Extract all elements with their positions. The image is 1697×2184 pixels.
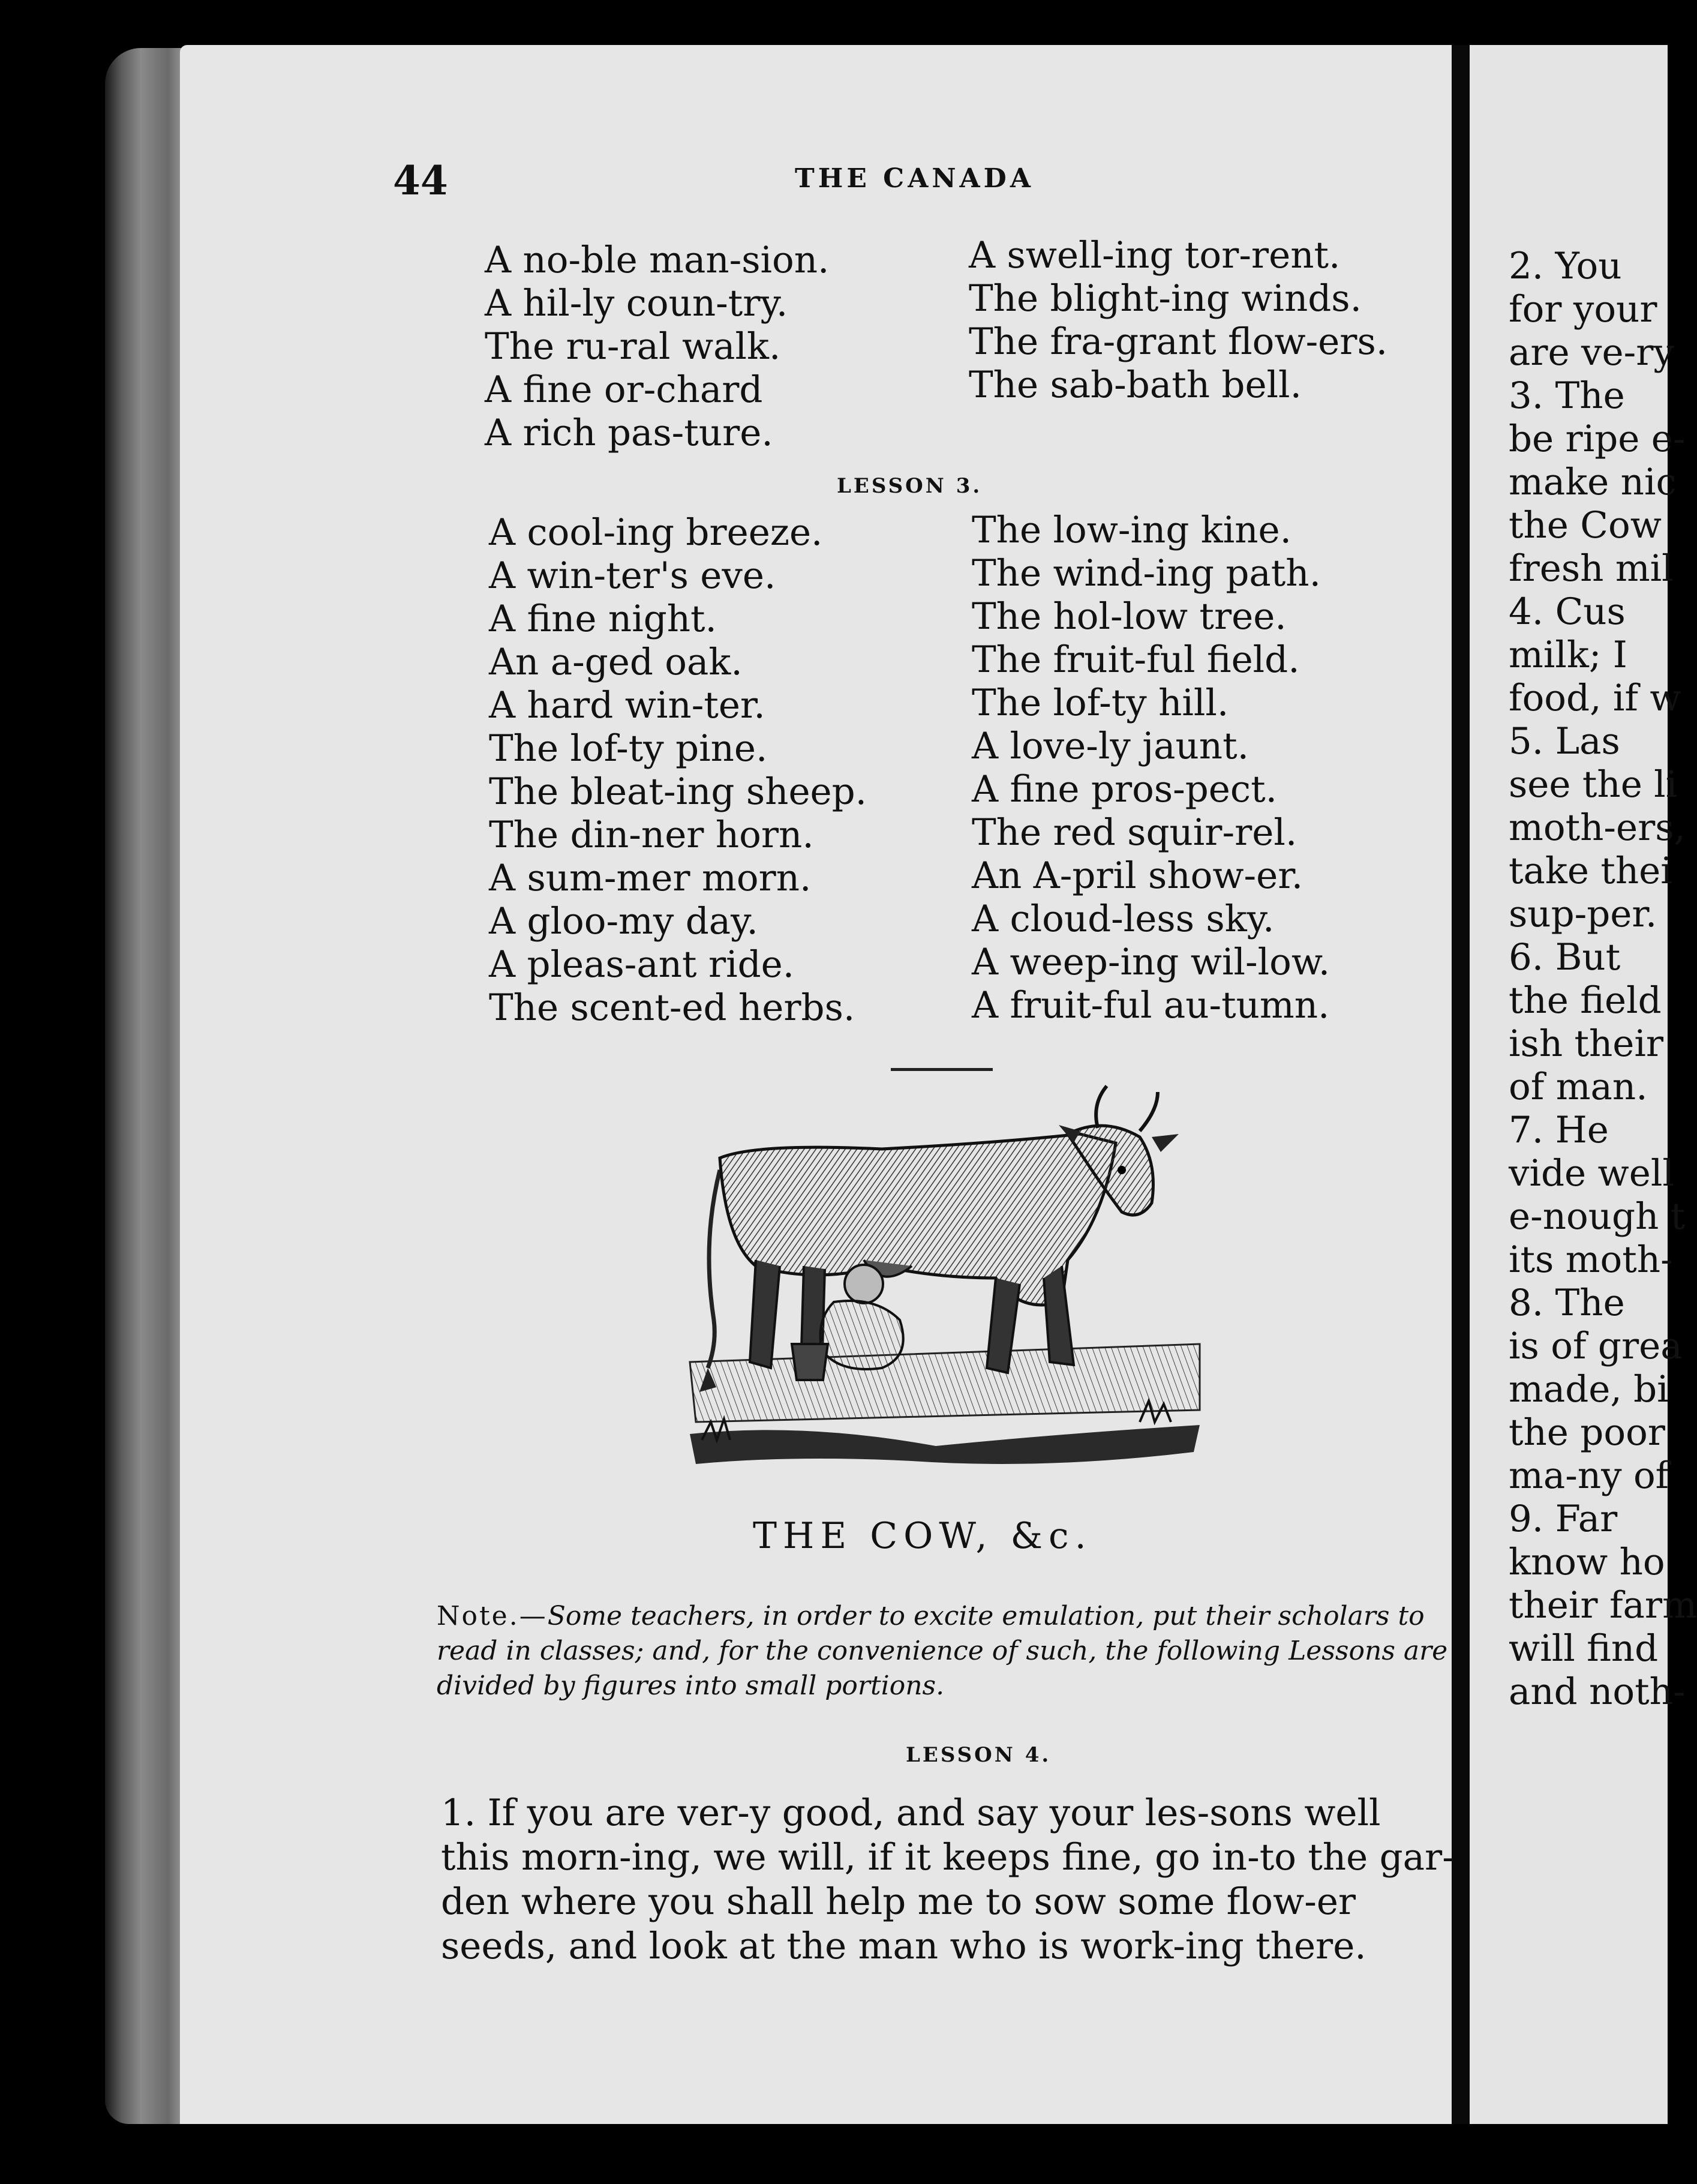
list-item: A hard win-ter.	[489, 684, 765, 727]
list-item: take thei	[1509, 850, 1672, 892]
list-item: A fine night.	[489, 598, 717, 640]
list-item: for your	[1509, 288, 1657, 331]
list-item: 4. Cus	[1509, 590, 1626, 633]
list-item: The lof-ty pine.	[489, 727, 768, 770]
list-item: is of grea	[1509, 1325, 1683, 1367]
lesson-3-list-left	[489, 511, 867, 1030]
list-item: will find	[1509, 1627, 1659, 1670]
list-item: A swell-ing tor-rent.	[969, 234, 1341, 277]
teacher-note	[437, 1599, 1450, 1703]
list-item: The lof-ty hill.	[972, 682, 1229, 724]
list-item: see the li	[1509, 763, 1678, 806]
list-item: know ho	[1509, 1541, 1665, 1583]
list-item: 3. The	[1509, 374, 1625, 417]
list-item: A pleas-ant ride.	[489, 943, 795, 986]
list-item: The fra-grant flow-ers.	[969, 320, 1388, 363]
list-item: The low-ing kine.	[972, 509, 1292, 551]
list-item: of man.	[1509, 1066, 1648, 1108]
note-lead: Note.—	[437, 1601, 548, 1631]
list-item: 7. He	[1509, 1109, 1609, 1151]
list-item: sup-per.	[1509, 893, 1657, 935]
list-item: make nic	[1509, 461, 1677, 503]
running-title: THE CANADA	[795, 163, 1034, 194]
list-item: The blight-ing winds.	[969, 277, 1362, 320]
illustration-caption: THE COW, &c.	[753, 1515, 1092, 1557]
list-item: A fine pros-pect.	[972, 768, 1277, 811]
list-item: e-nough t	[1509, 1195, 1686, 1238]
list-item: be ripe e-	[1509, 418, 1686, 460]
list-item: The ru-ral walk.	[485, 325, 781, 368]
list-item: the poor	[1509, 1411, 1665, 1454]
list-item: The bleat-ing sheep.	[489, 770, 867, 813]
list-item: A weep-ing wil-low.	[972, 941, 1330, 983]
list-item: The wind-ing path.	[972, 552, 1321, 595]
list-item: ma-ny of	[1509, 1454, 1669, 1497]
list-item: The hol-low tree.	[972, 595, 1287, 638]
list-item: milk; I	[1509, 634, 1627, 676]
list-item: A cloud-less sky.	[972, 898, 1275, 940]
list-item: 2. You	[1509, 245, 1622, 287]
list-item: A win-ter's eve.	[489, 554, 776, 597]
list-item: 5. Las	[1509, 720, 1620, 763]
list-item: A no-ble man-sion.	[485, 239, 830, 281]
list-item: moth-ers,	[1509, 806, 1686, 849]
note-text: Some teachers, in order to excite emulation, put their scholars to read in classes; and, for the convenience of such, the following Lessons are divided by figures into small portions.	[437, 1601, 1448, 1701]
list-item: food, if w	[1509, 677, 1681, 719]
facing-page-text	[1509, 245, 1697, 1714]
page-number: 44	[393, 157, 448, 204]
list-item: 9. Far	[1509, 1498, 1618, 1540]
list-item: their farm	[1509, 1584, 1697, 1627]
list-item: The scent-ed herbs.	[489, 986, 855, 1029]
list-item: The fruit-ful field.	[972, 638, 1300, 681]
list-item: A hil-ly coun-try.	[485, 282, 788, 325]
top-word-list-right	[969, 234, 1387, 407]
list-item: A fine or-chard	[485, 368, 763, 411]
lesson-3-heading: LESSON 3.	[837, 474, 983, 498]
list-item: A sum-mer morn.	[489, 857, 812, 899]
list-item: 8. The	[1509, 1282, 1625, 1324]
list-item: The din-ner horn.	[489, 814, 814, 856]
list-item: made, bi	[1509, 1368, 1669, 1411]
lesson-4-paragraph: 1. If you are ver-y good, and say your les-sons well this morn-ing, we will, if it keeps fine, go in-to the gar-den where you shall help me to sow some flow-er seeds, and look at the man who is work-ing there.	[441, 1792, 1455, 1967]
list-item: ish their	[1509, 1022, 1664, 1065]
list-item: A love-ly jaunt.	[972, 725, 1249, 767]
list-item: the Cow	[1509, 504, 1662, 547]
lesson-4-heading: LESSON 4.	[906, 1743, 1052, 1767]
list-item: and noth-	[1509, 1670, 1686, 1713]
list-item: 6. But	[1509, 936, 1621, 979]
list-item: The red squir-rel.	[972, 811, 1297, 854]
list-item: A cool-ing breeze.	[489, 511, 823, 554]
section-divider	[891, 1068, 993, 1071]
list-item: are ve-ry	[1509, 331, 1674, 374]
list-item: A fruit-ful au-tumn.	[972, 984, 1330, 1027]
list-item: An a-ged oak.	[489, 641, 743, 683]
list-item: A rich pas-ture.	[485, 412, 773, 454]
list-item: its moth-	[1509, 1238, 1673, 1281]
list-item: the field	[1509, 979, 1662, 1022]
lesson-3-list-right	[972, 509, 1330, 1027]
list-item: vide well	[1509, 1152, 1674, 1195]
list-item: A gloo-my day.	[489, 900, 758, 943]
top-word-list-left	[485, 239, 829, 455]
list-item: fresh mil	[1509, 547, 1674, 590]
cow-woodcut-illustration	[684, 1086, 1212, 1500]
list-item: The sab-bath bell.	[969, 364, 1302, 406]
list-item: An A-pril show-er.	[972, 854, 1303, 897]
